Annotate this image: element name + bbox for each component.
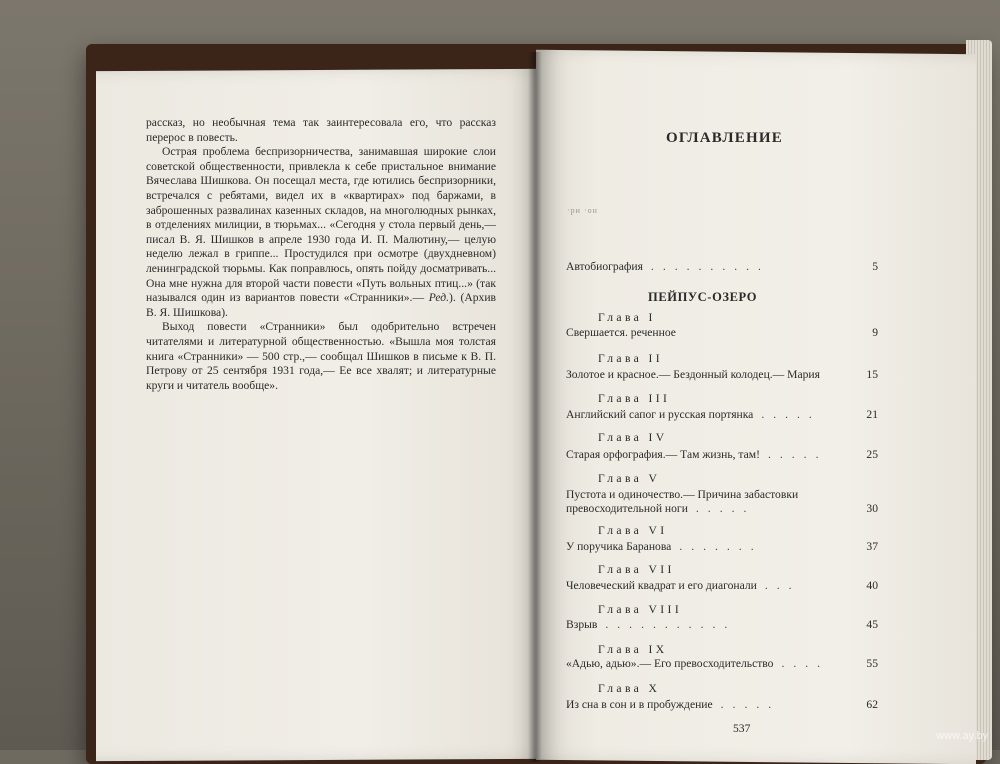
toc-entry: Свершается. реченное 9 bbox=[566, 326, 878, 339]
chapter-label: Глава VI bbox=[598, 524, 668, 537]
toc-entry: Золотое и красное.— Бездонный колодец.— Мария 15 bbox=[566, 368, 878, 381]
toc-entry: Взрыв ........... 45 bbox=[566, 618, 878, 631]
toc-entry: Из сна в сон и в пробуждение ..... 62 bbox=[566, 698, 878, 711]
toc-entry: У поручика Баранова ....... 37 bbox=[566, 540, 878, 553]
paragraph: Острая проблема беспризорничества, занимавшая широкие слои советской общественности, привлекла к себе пристальное внимание Вячеслава Шишкова. Он посещал места, где ютились беспризорники, встречался с ребятами, видел их в «квартирах» под баржами, в заброшенных развалинах казенных складов, на многолюдных рынках, в отделениях милиции, в тюрьмах... «Сегодня у стола первый день,— писал В. Я. Шишков в апреле 1930 года И. П. Малютину,— целую неделю лежал в гриппе... Простудился при осмотре (двухдневном) ленинградской тюрьмы. Как поправлюсь, опять пойду досматривать... Она мне нужна для второй части повести «Путь вольных птиц...» (так назывался один из вариантов повести «Странники».— Ред.). (Архив В. Я. Шишкова). bbox=[146, 145, 496, 319]
book-gutter bbox=[528, 52, 542, 762]
watermark: www.ay.by bbox=[936, 730, 988, 742]
page-number: 537 bbox=[733, 722, 751, 735]
chapter-label: Глава VIII bbox=[598, 603, 683, 616]
toc-entry-autobiography: Автобиография .......... 5 bbox=[566, 260, 878, 273]
chapter-label: Глава VII bbox=[598, 563, 675, 576]
toc-entry: Старая орфография.— Там жизнь, там! ..... 25 bbox=[566, 448, 878, 461]
chapter-label: Глава I bbox=[598, 311, 656, 324]
toc-entry: Пустота и одиночество.— Причина забастовки bbox=[566, 488, 799, 501]
chapter-label: Глава III bbox=[598, 392, 671, 405]
left-page-text bbox=[146, 116, 496, 393]
toc-entry: «Адью, адью».— Его превосходительство .... 55 bbox=[566, 657, 878, 670]
chapter-label: Глава IX bbox=[598, 643, 668, 656]
paragraph: Выход повести «Странники» был одобрительно встречен читателями и литературной общественностью. «Вышла моя толстая книга «Странники» — 500 стр.,— сообщал Шишков в письме к В. П. Петрову от 25 сентября 1931 года,— Ее все хвалят; и литературные круги и читатель вообще». bbox=[146, 320, 496, 392]
chapter-label: Глава V bbox=[598, 472, 661, 485]
toc-entry-continued: превосходительной ноги ..... 30 bbox=[566, 502, 878, 515]
toc-entry: Человеческий квадрат и его диагонали ... 40 bbox=[566, 579, 878, 592]
chapter-label: Глава X bbox=[598, 682, 661, 695]
part-title: ПЕЙПУС-ОЗЕРО bbox=[648, 290, 758, 304]
chapter-label: Глава IV bbox=[598, 431, 668, 444]
toc-title: ОГЛАВЛЕНИЕ bbox=[666, 130, 783, 146]
chapter-label: Глава II bbox=[598, 352, 664, 365]
toc-entry: Английский сапог и русская портянка ..... 21 bbox=[566, 408, 878, 421]
margin-mark: ·ри ·он bbox=[567, 206, 598, 215]
paragraph: рассказ, но необычная тема так заинтересовала его, что рассказ перерос в повесть. bbox=[146, 116, 496, 144]
